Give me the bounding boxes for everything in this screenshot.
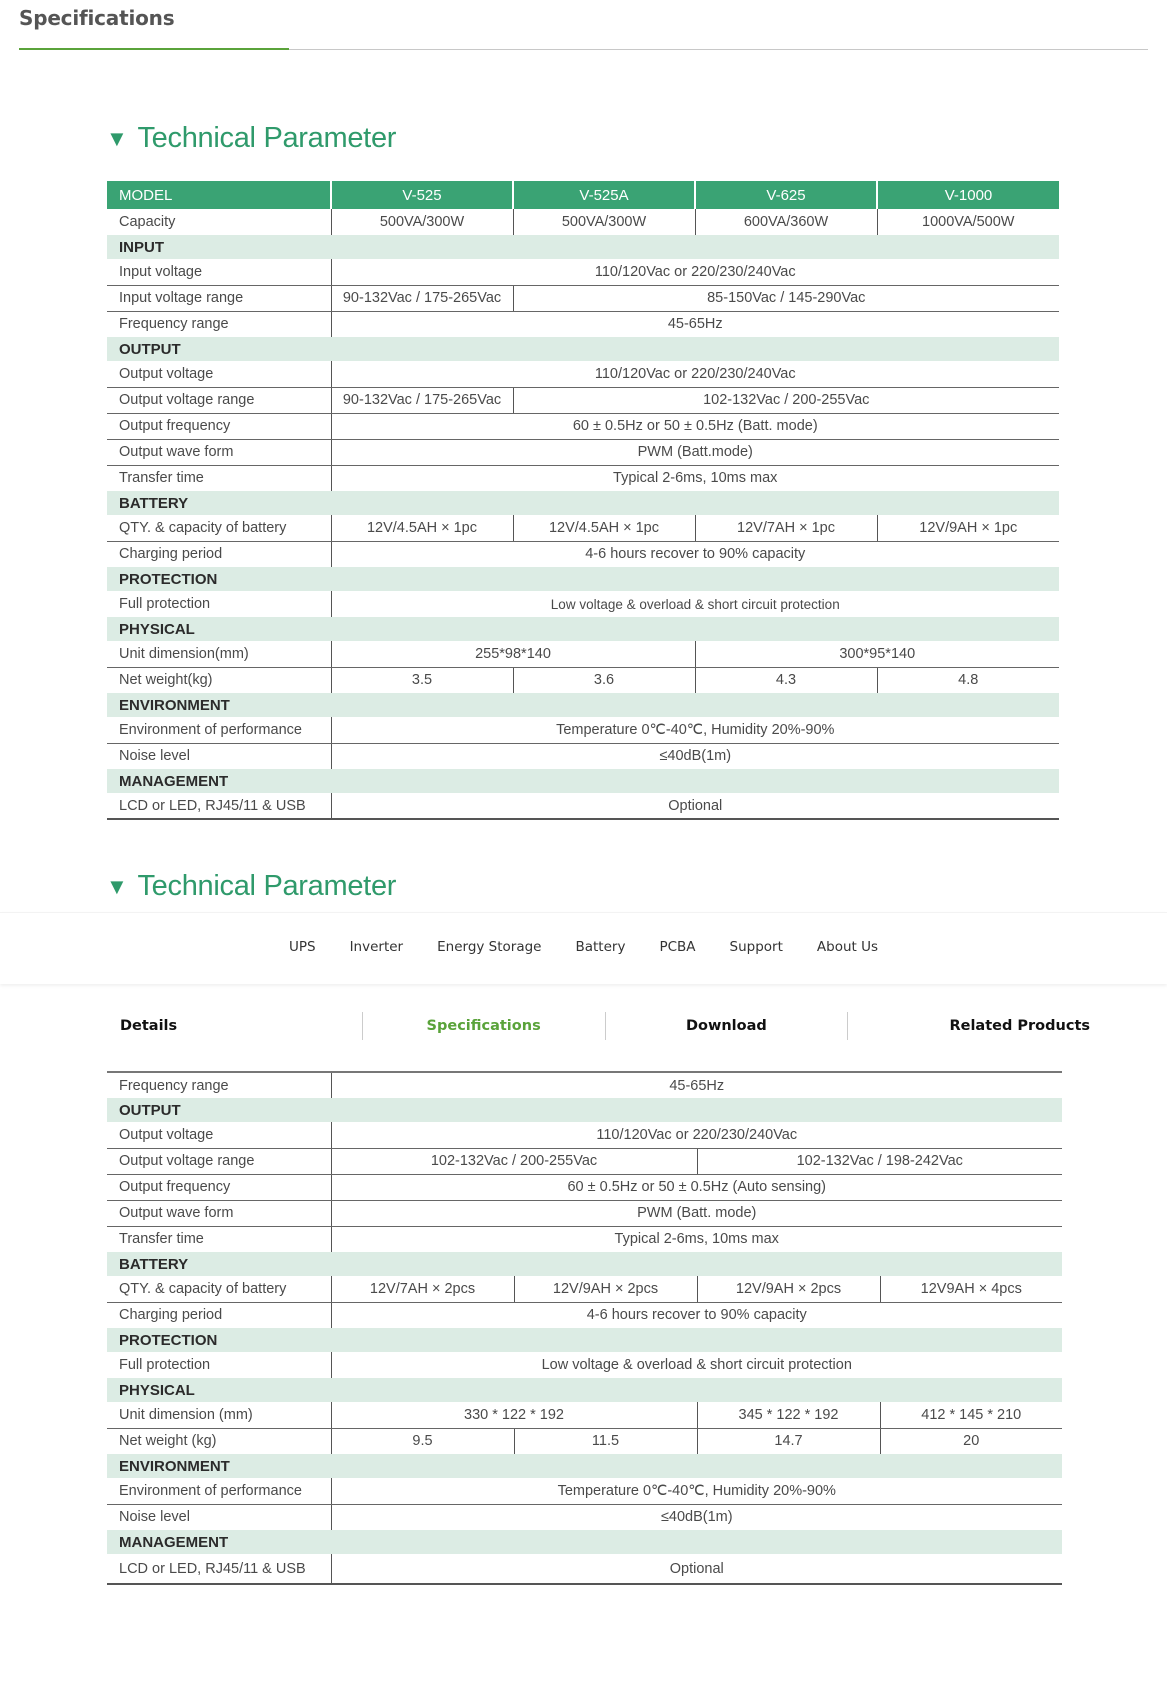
nav-item-about-us[interactable]: About Us <box>816 939 879 955</box>
table-row <box>107 1200 1062 1226</box>
cell: Typical 2-6ms, 10ms max <box>614 1231 779 1248</box>
nav-item-battery[interactable]: Battery <box>575 939 626 955</box>
cell: 20 <box>963 1433 980 1450</box>
cell: 3.6 <box>513 667 695 693</box>
cell: ≤40dB(1m) <box>660 1509 733 1526</box>
row-label: Input voltage <box>107 259 331 285</box>
section-row-output <box>107 337 1059 361</box>
table-row <box>107 1276 1062 1302</box>
table-row <box>107 439 1059 465</box>
table-row <box>107 1148 1062 1174</box>
cell: 4.3 <box>695 667 877 693</box>
section-row-protection <box>107 567 1059 591</box>
row-label: Transfer time <box>107 465 331 491</box>
row-label: Unit dimension(mm) <box>107 641 331 667</box>
section-row-battery <box>107 491 1059 515</box>
product-tabs <box>90 1006 1090 1046</box>
section-label: PHYSICAL <box>107 617 1059 641</box>
cell: Typical 2-6ms, 10ms max <box>613 470 778 487</box>
cell: 60 ± 0.5Hz or 50 ± 0.5Hz (Auto sensing) <box>331 1174 1062 1200</box>
table-header-row <box>107 181 1059 209</box>
table-row <box>107 1554 1062 1584</box>
row-label: Charging period <box>107 541 331 567</box>
triangle-down-icon: ▼ <box>106 125 128 151</box>
technical-parameter-title-1 <box>106 122 396 155</box>
table-row <box>107 793 1059 819</box>
cell: 1000VA/500W <box>922 214 1015 230</box>
row-label: Output wave form <box>107 1200 331 1226</box>
cell: 500VA/300W <box>513 209 695 235</box>
cell: Optional <box>331 1554 1062 1584</box>
row-label: Output voltage <box>107 1122 331 1148</box>
section-row-battery <box>107 1252 1062 1276</box>
cell: 60 ± 0.5Hz or 50 ± 0.5Hz (Batt. mode) <box>331 413 1059 439</box>
cell: PWM (Batt.mode) <box>331 439 1059 465</box>
cell: 12V/7AH × 1pc <box>695 515 877 541</box>
tab-specifications[interactable]: Specifications <box>363 1012 606 1040</box>
nav-item-inverter[interactable]: Inverter <box>349 939 404 955</box>
cell: 12V/4.5AH × 1pc <box>331 515 513 541</box>
row-label: Full protection <box>107 1352 331 1378</box>
tab-related-products[interactable]: Related Products <box>949 1018 1090 1034</box>
row-label: LCD or LED, RJ45/11 & USB <box>107 793 331 819</box>
table-row <box>107 1226 1062 1252</box>
row-label: Unit dimension (mm) <box>107 1402 331 1428</box>
row-label: Output voltage range <box>107 387 331 413</box>
section-row-management <box>107 769 1059 793</box>
row-label: QTY. & capacity of battery <box>107 515 331 541</box>
table-row <box>107 515 1059 541</box>
heading-active-underline <box>19 48 289 50</box>
table-row <box>107 361 1059 387</box>
table-row <box>107 1302 1062 1328</box>
section-row-environment <box>107 693 1059 717</box>
table-row <box>107 1122 1062 1148</box>
cell: 14.7 <box>697 1428 880 1454</box>
table-row <box>107 541 1059 567</box>
nav-item-energy-storage[interactable]: Energy Storage <box>437 939 542 955</box>
section-label: OUTPUT <box>107 1098 1062 1122</box>
header-model: MODEL <box>107 181 331 209</box>
section-row-protection <box>107 1328 1062 1352</box>
table-row <box>107 591 1059 617</box>
row-label: Environment of performance <box>107 1478 331 1504</box>
row-label: Output frequency <box>107 1174 331 1200</box>
table-row <box>107 743 1059 769</box>
row-label: Environment of performance <box>107 717 331 743</box>
row-label: QTY. & capacity of battery <box>107 1276 331 1302</box>
table-row <box>107 209 1059 235</box>
cell: 85-150Vac / 145-290Vac <box>513 285 1059 311</box>
table-row <box>107 1072 1062 1098</box>
cell: Optional <box>331 793 1059 819</box>
cell: 255*98*140 <box>331 641 695 667</box>
row-label: Noise level <box>107 1504 331 1530</box>
table-row <box>107 285 1059 311</box>
row-label: Frequency range <box>107 1072 331 1098</box>
cell: Low voltage & overload & short circuit protection <box>550 596 840 612</box>
row-label: Noise level <box>107 743 331 769</box>
cell: 3.5 <box>331 667 513 693</box>
section-label: MANAGEMENT <box>107 1530 1062 1554</box>
cell: 500VA/300W <box>331 209 513 235</box>
nav-item-ups[interactable]: UPS <box>288 939 316 955</box>
section-label: ENVIRONMENT <box>107 1454 1062 1478</box>
section-label: PROTECTION <box>107 1328 1062 1352</box>
table-row <box>107 1352 1062 1378</box>
table-row <box>107 311 1059 337</box>
main-navigation <box>0 912 1167 984</box>
cell: 45-65Hz <box>669 1077 725 1094</box>
row-label: Full protection <box>107 591 331 617</box>
header-v625: V-625 <box>695 181 877 209</box>
table-row <box>107 1428 1062 1454</box>
header-v525: V-525 <box>331 181 513 209</box>
table-row <box>107 717 1059 743</box>
cell: 4-6 hours recover to 90% capacity <box>585 546 806 563</box>
row-label: LCD or LED, RJ45/11 & USB <box>107 1554 331 1584</box>
row-label: Net weight (kg) <box>107 1428 331 1454</box>
cell: 110/120Vac or 220/230/240Vac <box>331 259 1059 285</box>
cell: 12V/7AH × 2pcs <box>331 1276 514 1302</box>
table-row <box>107 667 1059 693</box>
cell: 90-132Vac / 175-265Vac <box>331 387 513 413</box>
section-row-physical <box>107 617 1059 641</box>
cell: 12V9AH × 4pcs <box>880 1276 1062 1302</box>
cell: 12V/9AH × 2pcs <box>514 1276 697 1302</box>
cell: 4.8 <box>958 672 979 689</box>
section-label: OUTPUT <box>107 337 1059 361</box>
section-label: ENVIRONMENT <box>107 693 1059 717</box>
section-label: PROTECTION <box>107 567 1059 591</box>
cell: Temperature 0℃-40℃, Humidity 20%-90% <box>331 717 1059 743</box>
section-row-environment <box>107 1454 1062 1478</box>
row-label: Charging period <box>107 1302 331 1328</box>
cell: 345 * 122 * 192 <box>697 1402 880 1428</box>
cell: 110/120Vac or 220/230/240Vac <box>331 361 1059 387</box>
row-label: Transfer time <box>107 1226 331 1252</box>
cell: 102-132Vac / 198-242Vac <box>697 1148 1062 1174</box>
row-label: Output voltage range <box>107 1148 331 1174</box>
section-row-output <box>107 1098 1062 1122</box>
section-label: PHYSICAL <box>107 1378 1062 1402</box>
table-row <box>107 1174 1062 1200</box>
technical-parameter-title-2 <box>106 870 396 903</box>
cell: 45-65Hz <box>667 316 723 333</box>
cell: 90-132Vac / 175-265Vac <box>331 285 513 311</box>
row-label: Capacity <box>107 209 331 235</box>
table-row <box>107 1478 1062 1504</box>
cell: 110/120Vac or 220/230/240Vac <box>331 1122 1062 1148</box>
row-label: Input voltage range <box>107 285 331 311</box>
table-row <box>107 387 1059 413</box>
section-row-management <box>107 1530 1062 1554</box>
spec-table-2 <box>107 1071 1062 1585</box>
cell: 102-132Vac / 200-255Vac <box>331 1148 697 1174</box>
cell: Low voltage & overload & short circuit protection <box>541 1357 852 1373</box>
tab-download[interactable]: Download <box>606 1012 849 1040</box>
cell: 9.5 <box>331 1428 514 1454</box>
section-label: BATTERY <box>107 491 1059 515</box>
table-row <box>107 259 1059 285</box>
section-label: MANAGEMENT <box>107 769 1059 793</box>
table-row <box>107 1402 1062 1428</box>
cell: 12V/9AH × 1pc <box>877 515 1059 541</box>
tab-details[interactable]: Details <box>90 1012 363 1040</box>
table-row <box>107 413 1059 439</box>
section-label: INPUT <box>107 235 1059 259</box>
row-label: Frequency range <box>107 311 331 337</box>
spec-table-1 <box>107 181 1059 820</box>
section-label: BATTERY <box>107 1252 1062 1276</box>
cell: 12V/9AH × 2pcs <box>697 1276 880 1302</box>
cell: PWM (Batt. mode) <box>331 1200 1062 1226</box>
row-label: Net weight(kg) <box>107 667 331 693</box>
table-row <box>107 1504 1062 1530</box>
triangle-down-icon: ▼ <box>106 873 128 899</box>
table-row <box>107 641 1059 667</box>
cell: 4-6 hours recover to 90% capacity <box>586 1307 807 1324</box>
header-v1000: V-1000 <box>877 181 1059 209</box>
technical-parameter-title-text: Technical Parameter <box>137 870 397 902</box>
cell: 330 * 122 * 192 <box>331 1402 697 1428</box>
cell: 412 * 145 * 210 <box>880 1402 1062 1428</box>
cell: ≤40dB(1m) <box>659 748 732 765</box>
header-v525a: V-525A <box>513 181 695 209</box>
cell: 11.5 <box>514 1428 697 1454</box>
table-row <box>107 465 1059 491</box>
technical-parameter-title-text: Technical Parameter <box>137 122 397 154</box>
cell: Temperature 0℃-40℃, Humidity 20%-90% <box>331 1478 1062 1504</box>
cell: 12V/4.5AH × 1pc <box>513 515 695 541</box>
cell: 300*95*140 <box>695 641 1059 667</box>
nav-item-support[interactable]: Support <box>729 939 783 955</box>
cell: 102-132Vac / 200-255Vac <box>513 387 1059 413</box>
section-row-physical <box>107 1378 1062 1402</box>
section-row-input <box>107 235 1059 259</box>
row-label: Output voltage <box>107 361 331 387</box>
row-label: Output wave form <box>107 439 331 465</box>
nav-item-pcba[interactable]: PCBA <box>659 939 696 955</box>
row-label: Output frequency <box>107 413 331 439</box>
specifications-heading: Specifications <box>19 6 175 30</box>
cell: 600VA/360W <box>695 209 877 235</box>
